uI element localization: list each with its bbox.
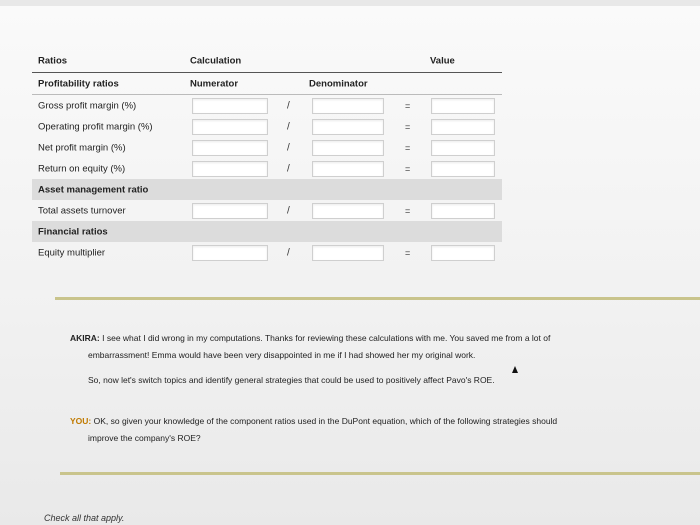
asset-management-heading: Asset management ratio: [38, 184, 149, 195]
denominator-input[interactable]: [312, 203, 384, 219]
ratio-label: Equity multiplier: [38, 247, 106, 258]
financial-ratios-heading: Financial ratios: [38, 226, 108, 237]
table-subheader-row: [32, 73, 502, 95]
denominator-input[interactable]: [312, 161, 384, 177]
value-input[interactable]: [431, 245, 495, 261]
table-row: [32, 116, 502, 137]
denominator-input[interactable]: [312, 140, 384, 156]
denominator-header: Denominator: [309, 78, 368, 89]
profitability-ratios-heading: Profitability ratios: [38, 78, 119, 89]
numerator-input[interactable]: [192, 161, 268, 177]
numerator-header: Numerator: [190, 78, 239, 89]
akira-line-2: embarrassment! Emma would have been very disappointed in me if I had showed her my original work.: [88, 350, 476, 360]
mouse-cursor-icon: [512, 366, 518, 373]
akira-speaker: AKIRA:: [70, 333, 100, 343]
check-all-instruction: Check all that apply.: [44, 513, 125, 523]
numerator-input[interactable]: [192, 98, 268, 114]
ratio-label: Return on equity (%): [38, 163, 126, 174]
divide-sign: /: [287, 121, 290, 132]
akira-line-1: I see what I did wrong in my computations. Thanks for reviewing these calculations with me. You saved me from a lot of: [102, 333, 551, 343]
you-message: [70, 413, 690, 447]
numerator-input[interactable]: [192, 119, 268, 135]
you-speaker: YOU:: [70, 416, 92, 426]
ratio-label: Net profit margin (%): [38, 142, 126, 153]
akira-line-3: So, now let's switch topics and identify general strategies that could be used to positively affect Pavo's ROE.: [88, 375, 495, 385]
value-input[interactable]: [431, 140, 495, 156]
value-header: Value: [430, 55, 455, 67]
section-divider: [55, 297, 700, 300]
divide-sign: /: [287, 163, 290, 174]
section-row: [32, 221, 502, 242]
akira-message: [70, 330, 690, 364]
ratio-label: Total assets turnover: [38, 205, 126, 216]
numerator-input[interactable]: [192, 245, 268, 261]
divide-sign: /: [287, 205, 290, 216]
value-input[interactable]: [431, 161, 495, 177]
table-row: [32, 242, 502, 263]
divide-sign: /: [287, 142, 290, 153]
value-input[interactable]: [431, 98, 495, 114]
equals-sign: =: [405, 121, 411, 132]
section-divider: [60, 472, 700, 475]
section-row: [32, 179, 502, 200]
numerator-input[interactable]: [192, 203, 268, 219]
ratios-header: Ratios: [38, 55, 68, 67]
divide-sign: /: [287, 100, 290, 111]
equals-sign: =: [405, 142, 411, 153]
table-header-row: [32, 50, 502, 73]
top-bar: [0, 0, 700, 6]
divide-sign: /: [287, 247, 290, 258]
equals-sign: =: [405, 205, 411, 216]
table-row: [32, 158, 502, 179]
table-row: [32, 200, 502, 221]
numerator-input[interactable]: [192, 140, 268, 156]
ratio-label: Operating profit margin (%): [38, 121, 153, 132]
value-input[interactable]: [431, 203, 495, 219]
denominator-input[interactable]: [312, 98, 384, 114]
equals-sign: =: [405, 100, 411, 111]
denominator-input[interactable]: [312, 119, 384, 135]
table-row: [32, 137, 502, 158]
akira-message-2: [88, 372, 688, 389]
value-input[interactable]: [431, 119, 495, 135]
calculation-header: Calculation: [190, 55, 242, 67]
ratio-label: Gross profit margin (%): [38, 100, 137, 111]
table-row: [32, 95, 502, 116]
denominator-input[interactable]: [312, 245, 384, 261]
equals-sign: =: [405, 163, 411, 174]
ratio-table: [32, 50, 502, 263]
equals-sign: =: [405, 247, 411, 258]
you-line-1: OK, so given your knowledge of the component ratios used in the DuPont equation, which of the following strategies should: [93, 416, 558, 426]
you-line-2: improve the company's ROE?: [88, 433, 201, 443]
